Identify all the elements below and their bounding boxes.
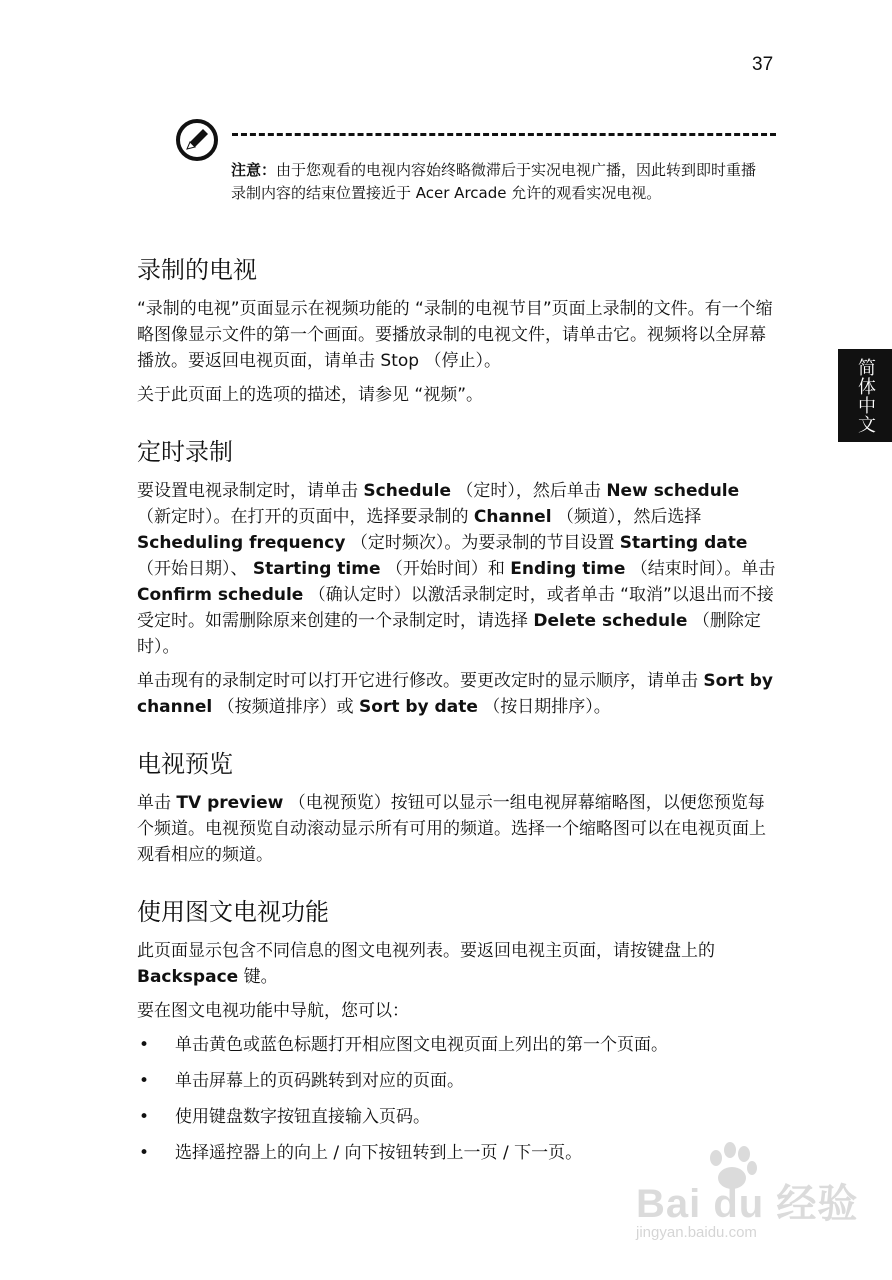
ui-term: New schedule [606, 481, 740, 501]
page-number: 37 [752, 54, 774, 75]
section-teletext [137, 894, 777, 1166]
bullet-icon: • [139, 1143, 150, 1163]
bullet-icon: • [139, 1071, 150, 1091]
note-divider [232, 133, 776, 136]
bullet-icon: • [139, 1107, 150, 1127]
paragraph: 要设置电视录制定时，请单击 Schedule （定时），然后单击 New schedule （新定时）。在打开的页面中，选择要录制的 Channel （频道），然后选择 Scheduling frequency （定时频次）。为要录制的节目设置 Starting date （开始日期）、 Starting time （开始时间）和 Ending time （结束时间）。单击 Confirm schedule （确认定时）以激活录制定时，或者单击 “取消”以退出而不接受定时。如需删除原来创建的一个录制定时，请选择 Delete schedule （删除定时）。 [137, 481, 776, 657]
watermark-brand: Bai du 经验 [636, 1182, 859, 1226]
ui-term: Schedule [363, 481, 451, 501]
list-item: • 单击黄色或蓝色标题打开相应图文电视页面上列出的第一个页面。 [137, 1032, 777, 1058]
ui-term: Sort by channel [137, 671, 774, 717]
ui-term: Ending time [510, 559, 626, 579]
paragraph: “录制的电视”页面显示在视频功能的 “录制的电视节目”页面上录制的文件。有一个缩略图像显示文件的第一个画面。要播放录制的电视文件，请单击它。视频将以全屏幕播放。要返回电视页面，请单击 Stop （停止）。 [137, 299, 773, 371]
ui-term: Sort by date [359, 697, 478, 717]
heading-teletext: 使用图文电视功能 [137, 898, 329, 926]
note-label: 注意： [231, 161, 277, 179]
list-item: • 使用键盘数字按钮直接输入页码。 [137, 1104, 777, 1130]
heading-recorded-tv: 录制的电视 [137, 256, 257, 284]
section-tv-preview [137, 746, 777, 868]
ui-term: TV preview [176, 793, 284, 813]
ui-term: Confirm schedule [137, 585, 304, 605]
paragraph: 关于此页面上的选项的描述，请参见 “视频”。 [137, 385, 484, 405]
watermark-url: jingyan.baidu.com [636, 1224, 757, 1241]
list-item: • 选择遥控器上的向上 / 向下按钮转到上一页 / 下一页。 [137, 1140, 777, 1166]
ui-term: Backspace [137, 967, 239, 987]
ui-term: Channel [473, 507, 552, 527]
heading-scheduling: 定时录制 [137, 438, 233, 466]
language-tab: 简体中文 [838, 349, 892, 442]
note-pen-icon [175, 118, 219, 162]
paragraph: 单击现有的录制定时可以打开它进行修改。要更改定时的显示顺序，请单击 Sort by channel （按频道排序）或 Sort by date （按日期排序）。 [137, 671, 774, 717]
paragraph: 要在图文电视功能中导航，您可以： [137, 1001, 409, 1021]
ui-term: Starting time [252, 559, 381, 579]
list-item: • 单击屏幕上的页码跳转到对应的页面。 [137, 1068, 777, 1094]
ui-term: Delete schedule [533, 611, 688, 631]
ui-term: Scheduling frequency [137, 533, 346, 553]
note-body: 由于您观看的电视内容始终略微滞后于实况电视广播，因此转到即时重播录制内容的结束位置接近于 Acer Arcade 允许的观看实况电视。 [231, 161, 757, 202]
heading-tv-preview: 电视预览 [137, 750, 233, 778]
section-recorded-tv [137, 252, 777, 408]
paragraph: 单击 TV preview （电视预览）按钮可以显示一组电视屏幕缩略图，以便您预览每个频道。电视预览自动滚动显示所有可用的频道。选择一个缩略图可以在电视页面上观看相应的频道。 [137, 793, 766, 865]
bullet-icon: • [139, 1035, 150, 1055]
paragraph: 此页面显示包含不同信息的图文电视列表。要返回电视主页面，请按键盘上的 Backspace 键。 [137, 941, 715, 987]
section-scheduling [137, 434, 777, 720]
ui-term: Starting date [619, 533, 748, 553]
note-box [231, 159, 771, 205]
main-content [137, 252, 777, 1192]
baidu-watermark [632, 1142, 872, 1252]
